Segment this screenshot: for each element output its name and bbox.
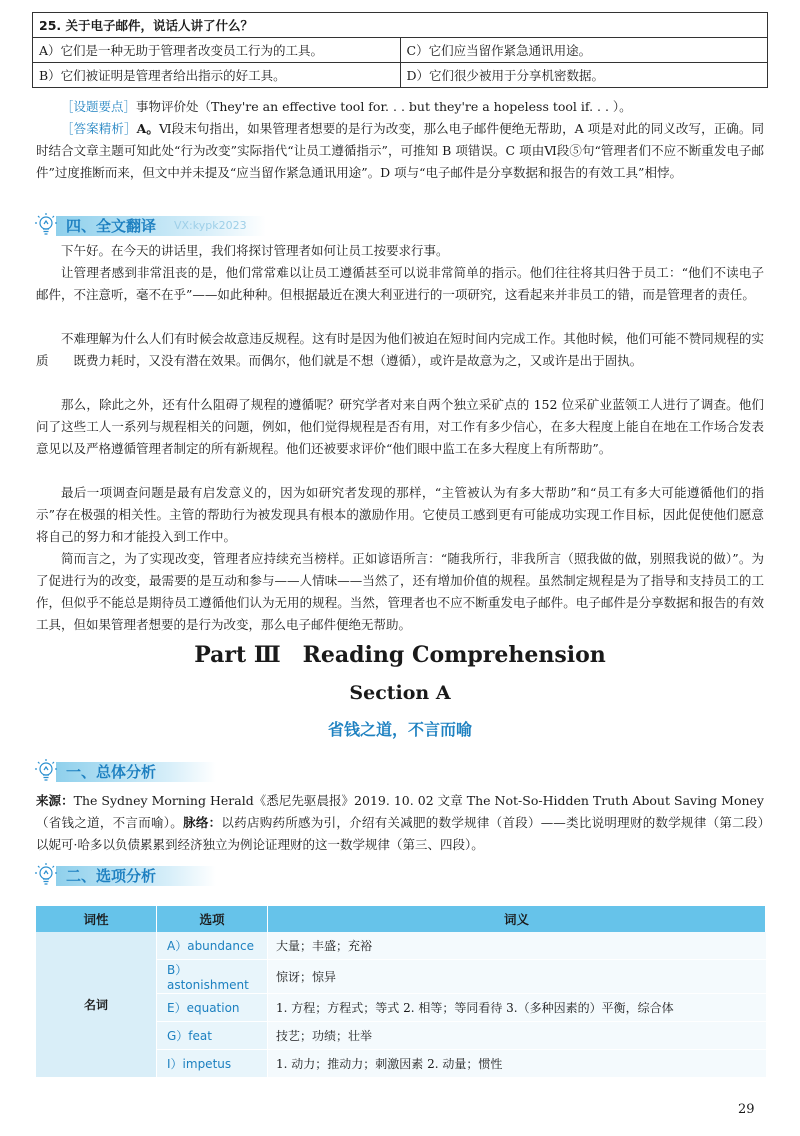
answer-analysis [36,118,764,184]
col-meaning-header: 词义 [268,906,766,932]
answer-text: Ⅵ段末句指出，如果管理者想要的是行为改变，那么电子邮件便绝无帮助，A 项是对此的同义改写，正确。同时结合文章主题可知此处“行为改变”实际指代“让员工遵循指示”，可推知 B 项错误。C 项由Ⅵ段⑤句“管理者们不应不断重发电子邮件”过度推断而来，但文中并未提及“应当留作紧急通讯用途”。D 项与“电子邮件是分享数据和报告的有效工具”相悖。 [36,121,764,180]
section-title: Section A [349,682,451,704]
watermark: VX:kypk2023 [174,219,247,232]
structure-text: 以药店购药所感为引，介绍有关减肥的数学规律（首段）——类比说明理财的数学规律（第二段） 以妮可·哈多以负债累累到经济独立为例论证理财的这一数学规律（第三、四段）。 [36,815,789,852]
point-text: 事物评价处（They're an effective tool for. . . but they're a hopeless tool if. . . ）。 [136,99,632,114]
structure-label: 脉络： [183,815,222,830]
passage-title: 省钱之道，不言而喻 [327,720,472,739]
meaning-cell: 1. 方程；方程式；等式 2. 相等；等同看待 3.（多种因素的）平衡，综合体 [268,994,766,1022]
source-label: 来源： [36,793,74,808]
translation-paragraph-2: 让管理者感到非常沮丧的是，他们常常难以让员工遵循甚至可以说非常简单的指示。他们往往将其归咎于员工：“他们不读电子邮件，不注意听，毫不在乎”——如此种种。但根据最近在澳大利亚进行的一项研究，这看起来并非员工的错，而是管理者的责任。 [36,265,764,302]
overall-analysis [36,790,789,856]
option-cell: E）equation [157,994,268,1022]
question-prompt [33,13,768,38]
page-number: 29 [738,1102,755,1117]
question-text: 关于电子邮件，说话人讲了什么？ [65,18,254,33]
vocab-header-row [36,906,766,932]
option-cell: A）abundance [157,932,268,960]
meaning-cell: 惊讶；惊异 [268,960,766,994]
answer-label: ［答案精析］ [61,121,137,136]
question-table [32,12,768,88]
option-cell: I）impetus [157,1050,268,1078]
option-d: D）它们很少被用于分享机密数据。 [400,63,768,88]
vocabulary-table [36,906,766,1078]
translation-paragraph-6: 简而言之，为了实现改变，管理者应持续充当榜样。正如谚语所言：“随我所行，非我所言（照我做的做，别照我说的做）”。为了促进行为的改变，最需要的是互动和参与——人情味——当然了，还有增加价值的规程。虽然制定规程是为了指导和支持员工的工作，但似乎不能总是期待员工遵循他们认为无用的规程。当然，管理者也不应不断重发电子邮件。电子邮件是分享数据和报告的有效工具，但如果管理者想要的是行为改变，那么电子邮件便绝无帮助。 [36,551,764,632]
pos-cell: 名词 [36,932,157,1078]
question-number: 25. [39,18,62,33]
col-option-header: 选项 [157,906,268,932]
point-label: ［设题要点］ [61,99,137,114]
translation-paragraph-5: 最后一项调查问题是最有启发意义的，因为如研究者发现的那样，“主管被认为有多大帮助”和“员工有多大可能遵循他们的指示”存在极强的相关性。主管的帮助行为被发现具有根本的激励作用。它使员工感到更有可能成功实现工作目标，因此促使他们愿意将自己的努力和才能投入到工作中。 [36,485,764,544]
option-c: C）它们应当留作紧急通讯用途。 [400,38,768,63]
option-cell: B）astonishment [157,960,268,994]
source-text: The Sydney Morning Herald《悉尼先驱晨报》2019. 10. 02 文章 The Not-So-Hidden Truth About Saving Money（省钱之道，不言而喻）。 [36,793,764,830]
part-title: Part Ⅲ Reading Comprehension [194,642,606,668]
option-a: A）它们是一种无助于管理者改变员工行为的工具。 [33,38,401,63]
lightbulb-icon [34,212,60,238]
answer-key: A。 [136,121,159,136]
meaning-cell: 大量；丰盛；充裕 [268,932,766,960]
translation-paragraph-4: 那么，除此之外，还有什么阻碍了规程的遵循呢？研究学者对来自两个独立采矿点的 152 位采矿业蓝领工人进行了调查。他们问了这些工人一系列与规程相关的问题，例如，他们觉得规程是否有用，对工作有多少信心，在多大程度上能自在地在工作场合发表意见以及严格遵循管理者制定的所有新规程。他们还被要求评价“他们眼中监工在多大程度上有所帮助”。 [36,397,764,456]
translation-paragraph-1: 下午好。在今天的讲话里，我们将探讨管理者如何让员工按要求行事。 [61,243,449,258]
option-cell: G）feat [157,1022,268,1050]
table-row [36,932,766,960]
lightbulb-icon [34,862,60,888]
col-pos-header: 词性 [36,906,157,932]
translation-paragraph-3: 不难理解为什么人们有时候会故意违反规程。这有时是因为他们被迫在短时间内完成工作。其他时候，他们可能不赞同规程的实质 既费力耗时，又没有潜在效果。而偶尔，他们就是不想（遵循），或许是故意为之，又或许是出于固执。 [36,331,764,368]
lightbulb-icon [34,758,60,784]
option-b: B）它们被证明是管理者给出指示的好工具。 [33,63,401,88]
meaning-cell: 技艺；功绩；壮举 [268,1022,766,1050]
question-point [36,96,764,118]
meaning-cell: 1. 动力；推动力；刺激因素 2. 动量；惯性 [268,1050,766,1078]
